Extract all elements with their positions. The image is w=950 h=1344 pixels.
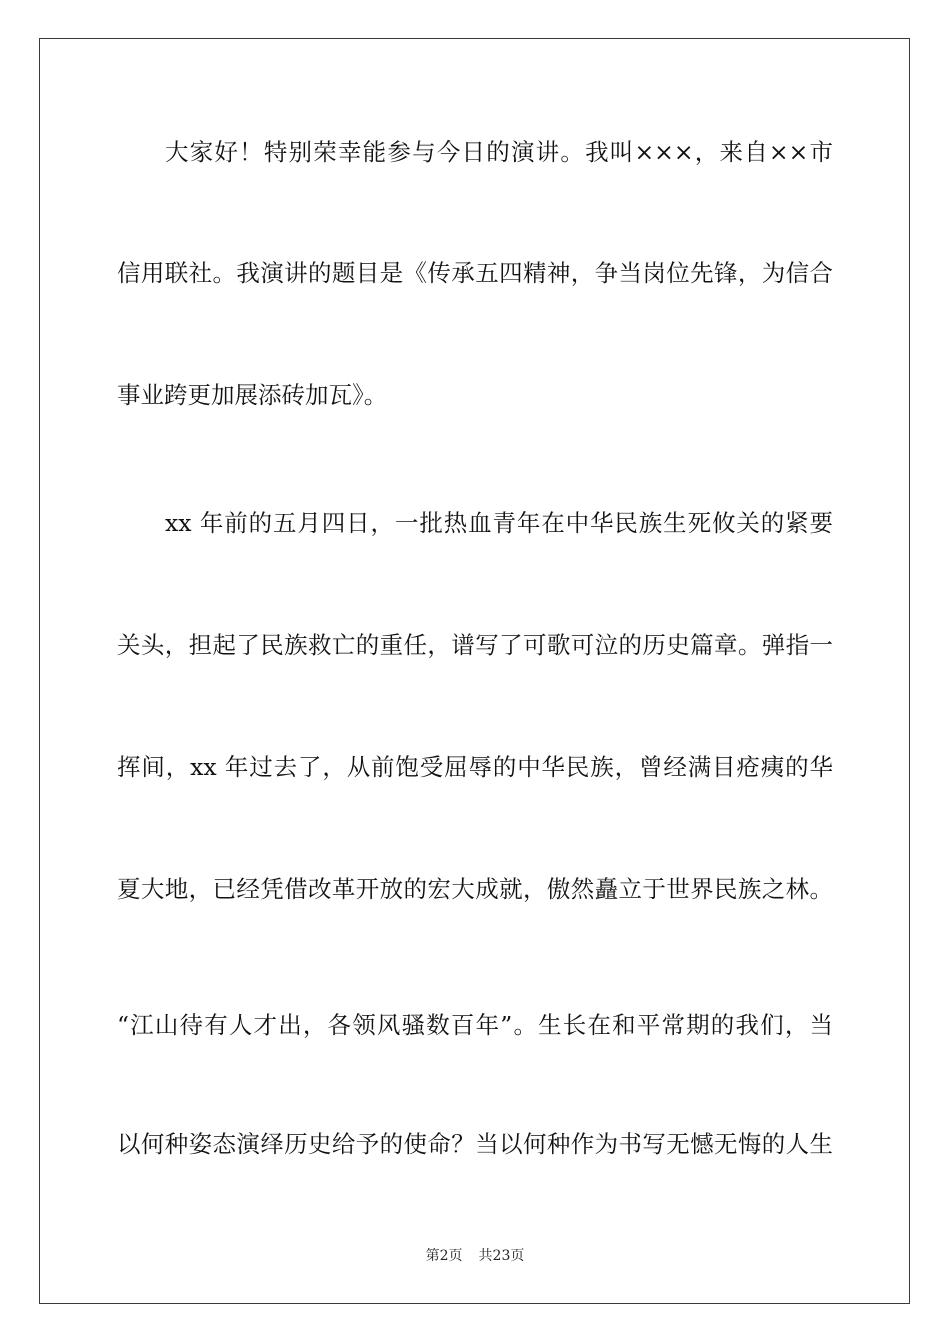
paragraph-line: 夏大地，已经凭借改革开放的宏大成就，傲然矗立于世界民族之林。: [117, 875, 833, 903]
paragraph-line: 以何种姿态演绎历史给予的使命？当以何种作为书写无憾无悔的人生: [117, 1130, 833, 1158]
page-border: [39, 38, 910, 1304]
paragraph-line: 挥间，xx 年过去了，从前饱受屈辱的中华民族，曾经满目疮痍的华: [117, 753, 833, 781]
paragraph-line: 信用联社。我演讲的题目是《传承五四精神，争当岗位先锋，为信合: [117, 259, 833, 287]
paragraph-line: 关头，担起了民族救亡的重任，谱写了可歌可泣的历史篇章。弹指一: [117, 631, 833, 659]
paragraph-line: xx 年前的五月四日，一批热血青年在中华民族生死攸关的紧要: [165, 509, 833, 537]
paragraph-line: “江山待有人才出，各领风骚数百年”。生长在和平常期的我们，当: [117, 1011, 833, 1039]
paragraph-line: 事业跨更加展添砖加瓦》。: [117, 381, 388, 409]
paragraph-line: 大家好！特别荣幸能参与今日的演讲。我叫×××，来自××市: [165, 138, 833, 166]
page-footer: [0, 1247, 950, 1265]
page-number: 第2页: [425, 1248, 463, 1264]
page-total: 共23页: [478, 1248, 525, 1264]
